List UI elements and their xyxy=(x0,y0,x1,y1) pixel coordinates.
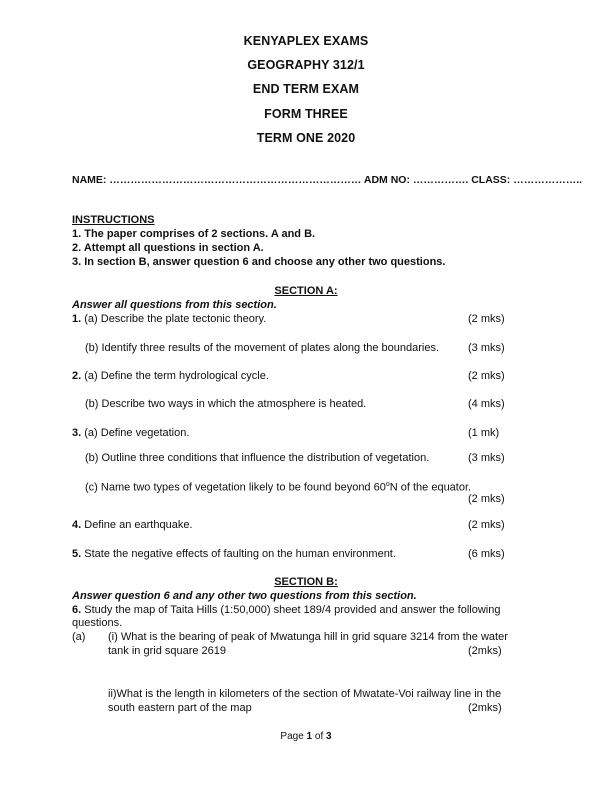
question-1b: (b) Identify three results of the movement of plates along the boundaries. xyxy=(85,342,440,354)
question-text: State the negative effects of faulting on the human environment. xyxy=(84,548,396,560)
exam-board-title: KENYAPLEX EXAMS xyxy=(243,34,369,48)
instruction-item-1: 1. The paper comprises of 2 sections. A and B. xyxy=(72,228,316,240)
question-text: (a) Define vegetation. xyxy=(84,427,190,439)
page-prefix: Page xyxy=(280,731,307,742)
question-number: 4. xyxy=(72,519,82,531)
question-4-marks: (2 mks) xyxy=(468,519,505,531)
instructions-heading: INSTRUCTIONS xyxy=(72,214,155,226)
question-number: 3. xyxy=(72,427,82,439)
section-a-heading: SECTION A: xyxy=(274,285,338,297)
question-6a-ii-continued: south eastern part of the map xyxy=(108,702,252,714)
question-number: 2. xyxy=(72,370,82,382)
page-of: of xyxy=(312,731,327,742)
question-3c-text-end: N of the equator. xyxy=(389,481,472,494)
question-text: (a) Define the term hydrological cycle. xyxy=(84,370,269,382)
question-2a-marks: (2 mks) xyxy=(468,370,505,382)
exam-type-title: END TERM EXAM xyxy=(252,82,360,96)
question-text: (a) Describe the plate tectonic theory. xyxy=(84,313,267,325)
question-4 xyxy=(72,519,193,532)
question-3b: (b) Outline three conditions that influence the distribution of vegetation. xyxy=(85,452,430,464)
question-text: Define an earthquake. xyxy=(84,519,193,531)
question-3a xyxy=(72,427,189,440)
question-2b-marks: (4 mks) xyxy=(468,398,505,410)
question-6a-i: (i) What is the bearing of peak of Mwatunga hill in grid square 3214 from the water xyxy=(108,631,508,643)
section-a-instruction: Answer all questions from this section. xyxy=(72,299,277,311)
page-total: 3 xyxy=(326,731,332,742)
question-3b-marks: (3 mks) xyxy=(468,452,505,464)
part-a-label: (a) xyxy=(72,631,86,643)
question-5 xyxy=(72,548,396,561)
question-number: 6. xyxy=(72,604,82,616)
question-6a-i-continued: tank in grid square 2619 xyxy=(108,645,227,657)
question-text: Study the map of Taita Hills (1:50,000) sheet 189/4 provided and answer the following xyxy=(84,604,501,616)
question-3c xyxy=(85,478,471,495)
question-6a-ii-marks: (2mks) xyxy=(468,702,502,714)
name-field-label: NAME: ……………………………………………………………… xyxy=(72,174,362,186)
question-number: 1. xyxy=(72,313,82,325)
adm-no-field-label: ADM NO: ……………. xyxy=(363,174,469,186)
degree-mark: o xyxy=(385,481,390,488)
form-title: FORM THREE xyxy=(264,107,348,121)
question-number: 5. xyxy=(72,548,82,560)
page-current: 1 xyxy=(306,731,313,742)
question-3c-marks: (2 mks) xyxy=(468,493,505,505)
section-b-heading: SECTION B: xyxy=(274,576,338,588)
question-6a-i-marks: (2mks) xyxy=(468,645,502,657)
question-1b-marks: (3 mks) xyxy=(468,342,505,354)
instruction-item-2: 2. Attempt all questions in section A. xyxy=(72,242,264,254)
subject-title: GEOGRAPHY 312/1 xyxy=(247,58,365,72)
question-1a-marks: (2 mks) xyxy=(468,313,505,325)
instruction-item-3: 3. In section B, answer question 6 and choose any other two questions. xyxy=(72,256,446,268)
question-6 xyxy=(72,604,500,617)
question-3c-text: (c) Name two types of vegetation likely to be found beyond 60 xyxy=(85,481,386,494)
question-3a-marks: (1 mk) xyxy=(468,427,500,439)
question-2b: (b) Describe two ways in which the atmosphere is heated. xyxy=(85,398,367,410)
question-6a-ii: ii)What is the length in kilometers of the section of Mwatate-Voi railway line in the xyxy=(108,688,502,700)
page-number xyxy=(0,730,612,743)
class-field-label: CLASS: ……………….. xyxy=(471,174,583,186)
candidate-details-line xyxy=(72,174,582,187)
question-6-continued: questions. xyxy=(72,617,123,629)
section-b-instruction: Answer question 6 and any other two questions from this section. xyxy=(72,590,417,602)
question-5-marks: (6 mks) xyxy=(468,548,505,560)
question-1a xyxy=(72,313,266,326)
question-2a xyxy=(72,370,269,383)
term-title: TERM ONE 2020 xyxy=(256,131,356,145)
